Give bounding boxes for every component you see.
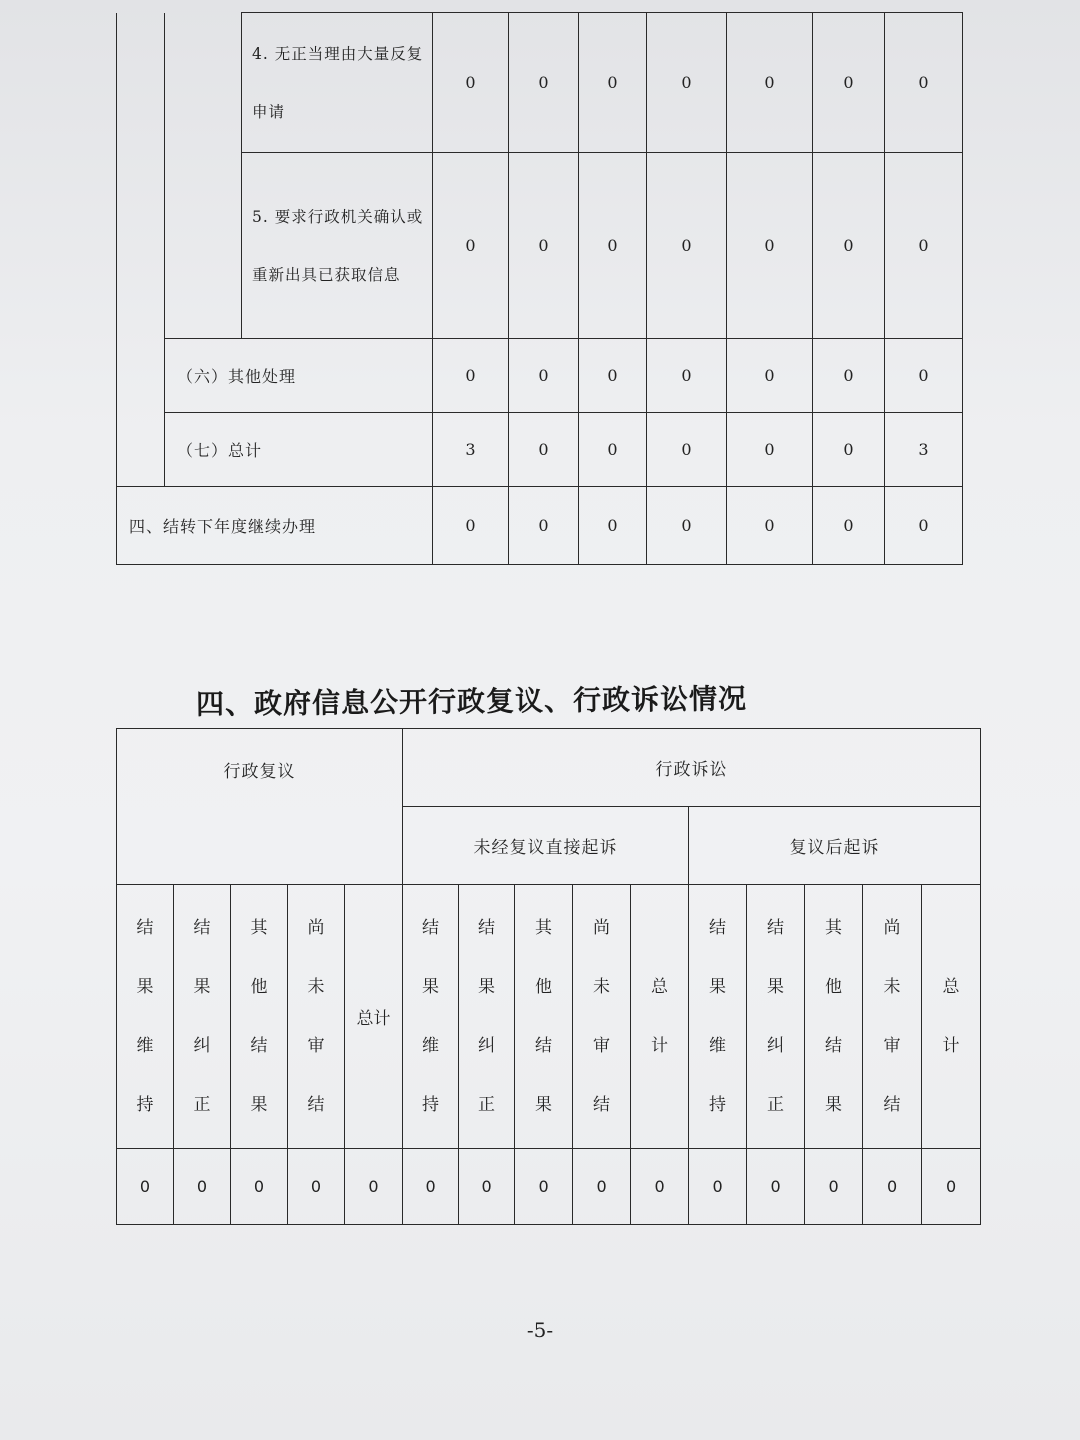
table-row [117,153,963,339]
table-cell: 0 [647,339,727,413]
review-group-header: 行政复议 [117,729,403,885]
table-cell: 3 [433,413,509,487]
col-header-maintained: 结果维持 [403,885,459,1149]
col-header-other: 其他结果 [515,885,573,1149]
table-cell: 0 [403,1149,459,1225]
table-cell: 0 [509,339,579,413]
table-cell: 0 [509,153,579,339]
handling-results-table [116,12,963,565]
review-litigation-table [116,728,981,1225]
section-heading: 四、政府信息公开行政复议、行政诉讼情况 [195,682,748,721]
table-cell: 0 [813,13,885,153]
col-header-other: 其他结果 [231,885,288,1149]
table-cell: 0 [813,339,885,413]
table-cell: 0 [727,487,813,565]
table-cell: 0 [885,339,963,413]
table-cell: 0 [433,487,509,565]
table-cell: 0 [647,487,727,565]
table-cell [117,13,165,487]
table-cell: 0 [345,1149,403,1225]
table-cell: 0 [433,153,509,339]
table-cell: 0 [174,1149,231,1225]
table-cell: 0 [509,13,579,153]
table-cell: 0 [579,13,647,153]
table-row [117,1149,981,1225]
table-cell: 0 [727,413,813,487]
col-header-total: 总计 [922,885,981,1149]
table-cell: 0 [515,1149,573,1225]
col-header-other: 其他结果 [805,885,863,1149]
table-cell: 0 [885,487,963,565]
table-cell: 0 [727,13,813,153]
table-cell: 0 [813,487,885,565]
row-label: 4. 无正当理由大量反复申请 [242,13,433,153]
table-cell: 0 [509,487,579,565]
table-cell: 0 [579,413,647,487]
table-cell: 0 [231,1149,288,1225]
table-cell: 0 [813,153,885,339]
page-number: -5- [526,1318,554,1342]
table-cell: 0 [509,413,579,487]
table-cell: 0 [813,413,885,487]
table-cell: 0 [922,1149,981,1225]
col-header-total: 总计 [345,885,403,1149]
table-cell: 0 [631,1149,689,1225]
table-cell: 0 [433,13,509,153]
col-header-maintained: 结果维持 [117,885,174,1149]
table-cell: 0 [459,1149,515,1225]
table-cell: 0 [885,153,963,339]
col-header-maintained: 结果维持 [689,885,747,1149]
table-row [117,339,963,413]
col-header-corrected: 结果纠正 [747,885,805,1149]
table-cell: 0 [805,1149,863,1225]
col-header-pending: 尚未审结 [863,885,922,1149]
after-review-suit-header: 复议后起诉 [689,807,981,885]
litigation-group-header: 行政诉讼 [403,729,981,807]
table-cell: 0 [579,339,647,413]
table-cell: 0 [288,1149,345,1225]
table-cell: 0 [573,1149,631,1225]
col-header-corrected: 结果纠正 [459,885,515,1149]
table-cell: 0 [689,1149,747,1225]
table-row [117,729,981,807]
table-cell: 3 [885,413,963,487]
table-cell: 0 [579,487,647,565]
table-cell: 0 [863,1149,922,1225]
row-label: （七）总计 [165,413,433,487]
table-cell: 0 [433,339,509,413]
row-label: （六）其他处理 [165,339,433,413]
table-cell: 0 [117,1149,174,1225]
table-cell: 0 [727,339,813,413]
table-cell: 0 [579,153,647,339]
table-cell: 0 [885,13,963,153]
table-cell: 0 [747,1149,805,1225]
col-header-total: 总计 [631,885,689,1149]
table-cell: 0 [647,413,727,487]
table-row [117,13,963,153]
col-header-pending: 尚未审结 [573,885,631,1149]
direct-suit-header: 未经复议直接起诉 [403,807,689,885]
col-header-pending: 尚未审结 [288,885,345,1149]
table-cell: 0 [647,153,727,339]
col-header-corrected: 结果纠正 [174,885,231,1149]
table-cell [165,13,242,339]
table-row [117,885,981,1149]
row-label: 四、结转下年度继续办理 [117,487,433,565]
table-row [117,487,963,565]
table-cell: 0 [727,153,813,339]
row-label: 5. 要求行政机关确认或重新出具已获取信息 [242,153,433,339]
table-cell: 0 [647,13,727,153]
table-row [117,413,963,487]
